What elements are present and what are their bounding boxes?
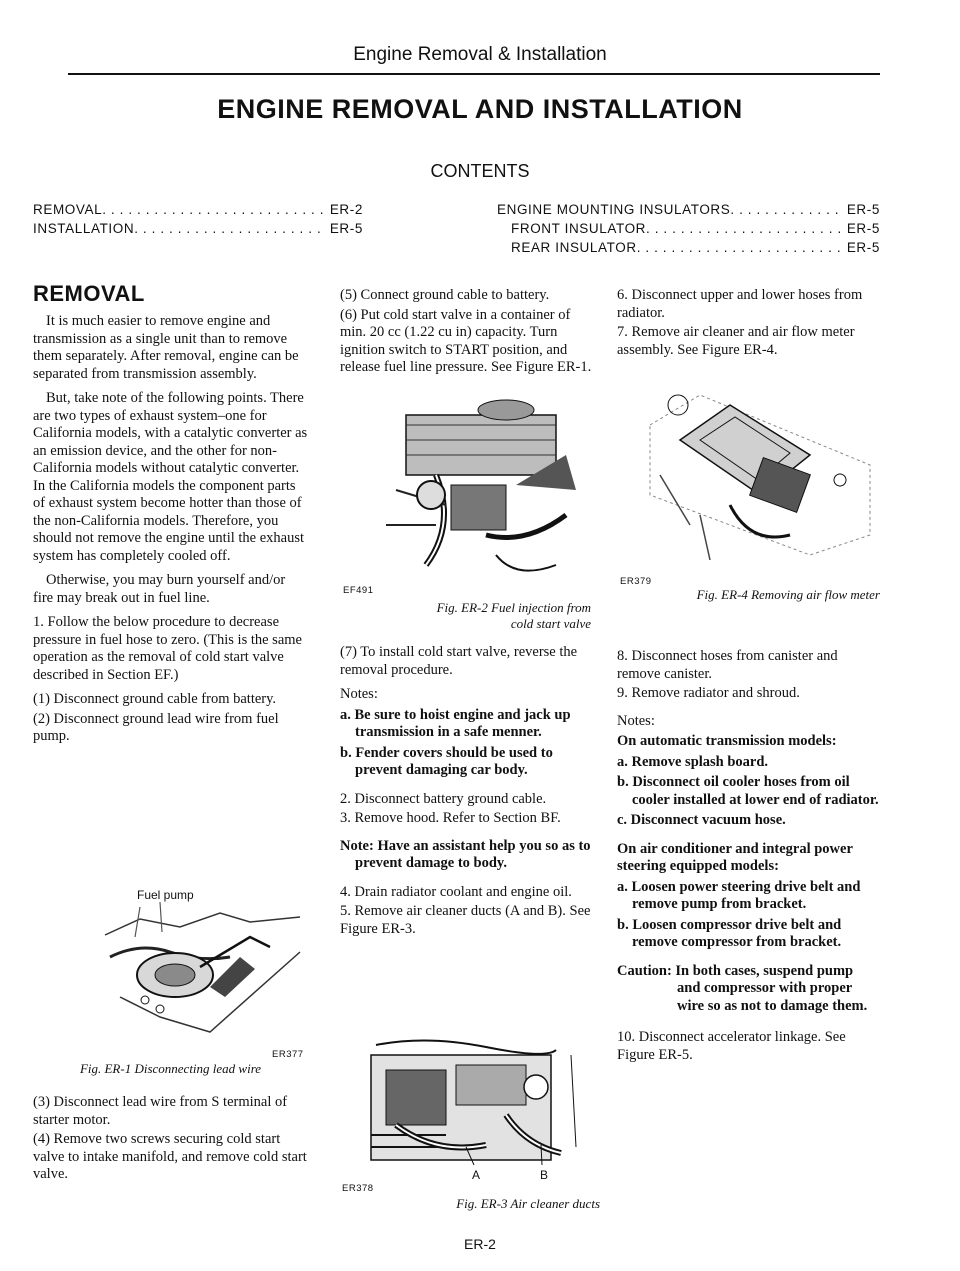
figure-caption-line: Fig. ER-2 Fuel injection from [436,600,591,615]
figure-code: EF491 [343,585,374,596]
note-a: a. Remove splash board. [617,753,769,770]
column-3-lower [617,648,880,1071]
step-1-5: (5) Connect ground cable to battery. [340,287,550,303]
air-flow-meter-illustration [640,385,880,565]
toc-entry: REAR INSULATOR . . . ER-5 [497,238,880,257]
column-1-upper [33,313,308,753]
cold-start-valve-illustration [366,395,586,585]
step-1-7: (7) To install cold start valve, reverse the removal procedure. [340,644,578,678]
figure-caption [340,600,591,632]
subheading: On air conditioner and integral power steering equipped models: [617,840,853,874]
figure-er-3 [366,1035,586,1175]
note-a: a. Loosen power steering drive belt and remove pump from bracket. [617,878,861,912]
toc-left [33,200,363,238]
paragraph: It is much easier to remove engine and transmission as a single unit than to remove them separately. After removal, engine can be separated from transmission assembly. [33,313,299,382]
note-b: b. Fender covers should be used to prevent damaging car body. [340,744,553,778]
figure-callout-a: A [472,1168,481,1182]
step-5: 5. Remove air cleaner ducts (A and B). See Figure ER-3. [340,903,591,937]
paragraph: But, take note of the following points. There are two types of exhaust system–one for California models, with a catalytic converter as an emission device, and the other for non-California models without catalytic converter. In the California models the component parts of exhaust system become hotter than those of the non-California models. Therefore, you should not remove the engine until the exhaust system has completely cooled off. [33,390,308,564]
toc-entry: REMOVAL . . . ER-2 [33,200,363,219]
toc-entry: ENGINE MOUNTING INSULATORS . . . ER-5 [497,200,880,219]
figure-callout: Fuel pump [137,888,194,902]
contents-heading: CONTENTS [430,161,530,181]
figure-caption: Fig. ER-4 Removing air flow meter [696,587,880,602]
step-4: 4. Drain radiator coolant and engine oil. [340,883,572,900]
figure-er-4 [640,385,880,565]
step-6: 6. Disconnect upper and lower hoses from radiator. [617,287,863,321]
step-9: 9. Remove radiator and shroud. [617,685,800,701]
subheading: On automatic transmission models: [617,733,837,749]
step-1-3: (3) Disconnect lead wire from S terminal of starter motor. [33,1094,288,1128]
figure-code: ER377 [272,1049,304,1060]
note-a: a. Be sure to hoist engine and jack up transmission in a safe menner. [340,706,571,740]
fuel-pump-illustration [100,897,310,1042]
page-title: ENGINE REMOVAL AND INSTALLATION [217,94,743,124]
step-1-6: (6) Put cold start valve in a container of min. 20 cc (1.22 cu in) capacity. Turn ignition switch to START position, and release fuel line pressure. See Figure ER-1. [340,306,592,375]
toc-entry: FRONT INSULATOR . . . ER-5 [497,219,880,238]
air-cleaner-ducts-illustration [366,1035,586,1175]
running-header: Engine Removal & Installation [353,44,607,65]
step-1-2: (2) Disconnect ground lead wire from fuel pump. [33,710,279,744]
note-c: c. Disconnect vacuum hose. [617,812,786,828]
header-rule [68,73,880,75]
page-number: ER-2 [464,1236,496,1252]
column-3-upper [617,287,880,366]
column-2-middle [340,644,598,945]
column-2-upper [340,287,598,384]
toc-right [497,200,880,257]
note-b: b. Loosen compressor drive belt and remove compressor from bracket. [617,916,842,950]
figure-caption: Fig. ER-1 Disconnecting lead wire [79,1061,262,1076]
step-3: 3. Remove hood. Refer to Section BF. [340,810,561,826]
column-1-lower [33,1094,308,1191]
figure-er-1 [100,888,310,1042]
figure-caption-line: cold start valve [510,616,591,631]
figure-er-2 [366,395,586,585]
section-heading-removal: REMOVAL [33,281,145,306]
note-b: b. Disconnect oil cooler hoses from oil cooler installed at lower end of radiator. [617,774,879,808]
note: Note: Have an assistant help you so as to prevent damage to body. [340,837,591,871]
step-10: 10. Disconnect accelerator linkage. See Figure ER-5. [617,1029,846,1063]
figure-code: ER379 [620,576,652,587]
toc-entry: INSTALLATION . . . ER-5 [33,219,363,238]
step-8: 8. Disconnect hoses from canister and remove canister. [617,648,838,682]
step-1: 1. Follow the below procedure to decrease pressure in fuel hose to zero. (This is the same operation as the removal of cold start valve described in Section EF.) [33,614,302,683]
notes-label: Notes: [617,712,655,729]
step-1-1: (1) Disconnect ground cable from battery. [33,691,277,707]
figure-caption: Fig. ER-3 Air cleaner ducts [456,1196,600,1211]
figure-code: ER378 [342,1183,374,1194]
figure-callout-b: B [540,1168,549,1182]
step-2: 2. Disconnect battery ground cable. [340,790,547,807]
step-7: 7. Remove air cleaner and air flow meter assembly. See Figure ER-4. [617,324,855,358]
paragraph: Otherwise, you may burn yourself and/or fire may break out in fuel line. [33,572,286,606]
notes-label: Notes: [340,686,378,702]
step-1-4: (4) Remove two screws securing cold start valve to intake manifold, and remove cold start valve. [33,1131,307,1182]
caution: Caution: In both cases, suspend pump and compressor with proper wire so as not to damage them. [617,962,868,1014]
